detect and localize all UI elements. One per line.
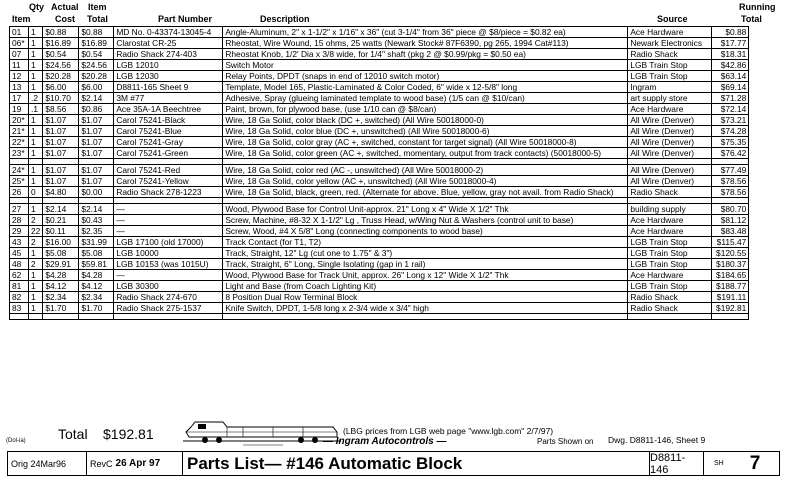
item-description: Paint, brown, for plywood base, (use 1/10 can @ $8/can) bbox=[223, 104, 628, 115]
running-total: $78.56 bbox=[712, 187, 749, 198]
item-cost: $2.34 bbox=[43, 292, 79, 303]
item-cost: $1.07 bbox=[43, 126, 79, 137]
part-number: LGB 12030 bbox=[114, 71, 223, 82]
item-source: All Wire (Denver) bbox=[628, 148, 712, 159]
revision-label: RevC bbox=[90, 458, 113, 469]
item-description: 8 Position Dual Row Terminal Block bbox=[223, 292, 628, 303]
item-qty: 1 bbox=[29, 165, 43, 176]
item-number: 43 bbox=[10, 237, 29, 248]
item-description: Rheostat Knob, 1/2' Dia x 3/8 wide, for 1/4" shaft (pkg 2 @ $0.99/pkg = $0.50 ea) bbox=[223, 49, 628, 60]
running-total: $18.31 bbox=[712, 49, 749, 60]
item-cost: $24.56 bbox=[43, 60, 79, 71]
item-number: 11 bbox=[10, 60, 29, 71]
item-source: All Wire (Denver) bbox=[628, 137, 712, 148]
drawing-number: D8811-146 bbox=[649, 452, 704, 475]
part-number: D8811-165 Sheet 9 bbox=[114, 82, 223, 93]
part-number: Clarostat CR-25 bbox=[114, 38, 223, 49]
item-total: $2.14 bbox=[79, 204, 114, 215]
sheet-cell bbox=[704, 452, 781, 475]
item-cost: $1.07 bbox=[43, 165, 79, 176]
item-description: Wire, 18 Ga Solid, color yellow (AC +, unswitched) (All Wire 50018000-4) bbox=[223, 176, 628, 187]
header-item-total: Total bbox=[87, 14, 108, 24]
item-qty: 2 bbox=[29, 237, 43, 248]
part-number: LGB 17100 (old 17000) bbox=[114, 237, 223, 248]
item-description: Wire, 18 Ga Solid, color red (AC -, unswitched) (All Wire 50018000-2) bbox=[223, 165, 628, 176]
empty-cell bbox=[79, 314, 114, 320]
item-number: 27 bbox=[10, 204, 29, 215]
header-running: Running bbox=[739, 2, 776, 12]
header-item-total-top: Item bbox=[88, 2, 107, 12]
running-total: $75.35 bbox=[712, 137, 749, 148]
item-total: $6.00 bbox=[79, 82, 114, 93]
item-total: $0.86 bbox=[79, 104, 114, 115]
item-number: 22* bbox=[10, 137, 29, 148]
item-total: $2.35 bbox=[79, 226, 114, 237]
item-cost: $16.00 bbox=[43, 237, 79, 248]
title-block bbox=[7, 451, 780, 476]
part-number: Carol 75241-Gray bbox=[114, 137, 223, 148]
running-total: $120.55 bbox=[712, 248, 749, 259]
item-cost: $20.28 bbox=[43, 71, 79, 82]
revision bbox=[87, 452, 183, 475]
part-number: LGB 30300 bbox=[114, 281, 223, 292]
table-row bbox=[10, 71, 749, 82]
document-title: Parts List— #146 Automatic Block bbox=[187, 453, 463, 473]
item-source: Ace Hardware bbox=[628, 104, 712, 115]
item-cost: $1.70 bbox=[43, 303, 79, 314]
item-cost: $2.14 bbox=[43, 204, 79, 215]
table-row bbox=[10, 137, 749, 148]
item-cost: $0.21 bbox=[43, 215, 79, 226]
table-row bbox=[10, 82, 749, 93]
part-number: Carol 75241-Green bbox=[114, 148, 223, 159]
header-item: Item bbox=[12, 14, 31, 24]
table-row bbox=[10, 104, 749, 115]
part-number: Radio Shack 274-403 bbox=[114, 49, 223, 60]
running-total: $73.21 bbox=[712, 115, 749, 126]
item-source: Ace Hardware bbox=[628, 270, 712, 281]
item-description: Light and Base (from Coach Lighting Kit) bbox=[223, 281, 628, 292]
item-source: LGB Train Stop bbox=[628, 248, 712, 259]
item-number: 29 bbox=[10, 226, 29, 237]
part-number: — bbox=[114, 270, 223, 281]
item-cost: $0.88 bbox=[43, 27, 79, 38]
item-number: 20* bbox=[10, 115, 29, 126]
header-qty: Qty bbox=[29, 2, 45, 12]
table-row bbox=[10, 237, 749, 248]
item-source: building supply bbox=[628, 204, 712, 215]
sheet-number: 7 bbox=[749, 452, 761, 474]
total-label: Total bbox=[58, 426, 88, 442]
running-total: $63.14 bbox=[712, 71, 749, 82]
locomotive-sketch-icon bbox=[183, 419, 341, 447]
item-description: Relay Points, DPDT (snaps in end of 12010 switch motor) bbox=[223, 71, 628, 82]
company-name: — Ingram Autocontrols — bbox=[323, 436, 447, 447]
item-cost: $6.00 bbox=[43, 82, 79, 93]
parts-table bbox=[9, 26, 749, 320]
part-number: 3M #77 bbox=[114, 93, 223, 104]
part-number: Carol 75241-Yellow bbox=[114, 176, 223, 187]
table-row bbox=[10, 148, 749, 159]
item-number: 17 bbox=[10, 93, 29, 104]
item-description: Track Contact (for T1, T2) bbox=[223, 237, 628, 248]
table-row bbox=[10, 93, 749, 104]
running-total: $42.86 bbox=[712, 60, 749, 71]
table-row bbox=[10, 270, 749, 281]
empty-cell bbox=[29, 314, 43, 320]
table-row bbox=[10, 187, 749, 198]
item-total: $4.12 bbox=[79, 281, 114, 292]
item-source: Radio Shack bbox=[628, 303, 712, 314]
item-description: Adhesive, Spray (glueing laminated template to wood base) (1/5 can @ $10/can) bbox=[223, 93, 628, 104]
item-source: Newark Electronics bbox=[628, 38, 712, 49]
header-cost: Cost bbox=[55, 14, 75, 24]
item-total: $0.54 bbox=[79, 49, 114, 60]
part-number: — bbox=[114, 226, 223, 237]
item-total: $5.08 bbox=[79, 248, 114, 259]
part-number: LGB 10000 bbox=[114, 248, 223, 259]
item-qty: .1 bbox=[29, 104, 43, 115]
item-qty: 1 bbox=[29, 137, 43, 148]
empty-cell bbox=[114, 314, 223, 320]
item-cost: $4.28 bbox=[43, 270, 79, 281]
item-description: Wire, 18 Ga Solid, black, green, red. (Alternate for above. Blue, yellow, gray not avail. from Radio Shack) bbox=[223, 187, 628, 198]
item-total: $16.89 bbox=[79, 38, 114, 49]
empty-cell bbox=[43, 314, 79, 320]
item-description: Knife Switch, DPDT, 1-5/8 long x 2-3/4 wide x 3/4" high bbox=[223, 303, 628, 314]
item-total: $4.28 bbox=[79, 270, 114, 281]
running-total: $81.12 bbox=[712, 215, 749, 226]
column-header bbox=[0, 0, 786, 26]
table-row bbox=[10, 204, 749, 215]
parts-shown-label: Parts Shown on bbox=[537, 437, 594, 446]
item-source: All Wire (Denver) bbox=[628, 176, 712, 187]
part-number: Radio Shack 274-670 bbox=[114, 292, 223, 303]
part-number: Carol 75241-Black bbox=[114, 115, 223, 126]
item-source: art supply store bbox=[628, 93, 712, 104]
part-number: Carol 75241-Red bbox=[114, 165, 223, 176]
running-total: $77.49 bbox=[712, 165, 749, 176]
item-qty: 1 bbox=[29, 38, 43, 49]
item-total: $1.07 bbox=[79, 148, 114, 159]
running-total: $78.56 bbox=[712, 176, 749, 187]
item-qty: 1 bbox=[29, 281, 43, 292]
item-number: 21* bbox=[10, 126, 29, 137]
item-qty: 1 bbox=[29, 71, 43, 82]
item-description: Angle-Aluminum, 2" x 1-1/2" x 1/16" x 36" (cut 3-1/4" from 36" piece @ $8/piece = $0.82 ea) bbox=[223, 27, 628, 38]
item-cost: $1.07 bbox=[43, 115, 79, 126]
table-row bbox=[10, 259, 749, 270]
item-total: $1.07 bbox=[79, 165, 114, 176]
header-running-total: Total bbox=[741, 14, 762, 24]
running-total: $191.11 bbox=[712, 292, 749, 303]
tag-text: (Dol-ia) bbox=[6, 438, 26, 444]
item-cost: $1.07 bbox=[43, 148, 79, 159]
header-source: Source bbox=[657, 14, 688, 24]
running-total: $188.77 bbox=[712, 281, 749, 292]
item-number: 45 bbox=[10, 248, 29, 259]
item-total: $0.43 bbox=[79, 215, 114, 226]
item-number: 01 bbox=[10, 27, 29, 38]
running-total: $76.42 bbox=[712, 148, 749, 159]
item-total: $20.28 bbox=[79, 71, 114, 82]
header-part-number: Part Number bbox=[158, 14, 213, 24]
table-row bbox=[10, 226, 749, 237]
running-total: $74.28 bbox=[712, 126, 749, 137]
part-number: — bbox=[114, 204, 223, 215]
item-source: Radio Shack bbox=[628, 292, 712, 303]
item-qty: 1 bbox=[29, 303, 43, 314]
item-cost: $1.07 bbox=[43, 176, 79, 187]
item-number: 07 bbox=[10, 49, 29, 60]
running-total: $192.81 bbox=[712, 303, 749, 314]
item-cost: $8.56 bbox=[43, 104, 79, 115]
item-description: Switch Motor bbox=[223, 60, 628, 71]
item-qty: 1 bbox=[29, 148, 43, 159]
item-description: Track, Straight, 6" Long, Single Isolating (gap in 1 rail) bbox=[223, 259, 628, 270]
part-number: LGB 10153 (was 1015U) bbox=[114, 259, 223, 270]
running-total: $115.47 bbox=[712, 237, 749, 248]
item-description: Wood, Plywood Base for Track Unit, approx. 26" Long x 12" Wide X 1/2" Thk bbox=[223, 270, 628, 281]
header-description: Description bbox=[260, 14, 310, 24]
item-source: Ace Hardware bbox=[628, 226, 712, 237]
running-total: $83.48 bbox=[712, 226, 749, 237]
item-source: LGB Train Stop bbox=[628, 71, 712, 82]
item-total: $59.81 bbox=[79, 259, 114, 270]
part-number: Carol 75241-Blue bbox=[114, 126, 223, 137]
table-row bbox=[10, 215, 749, 226]
item-total: $1.70 bbox=[79, 303, 114, 314]
running-total: $0.88 bbox=[712, 27, 749, 38]
revision-date: 26 Apr 97 bbox=[115, 458, 161, 469]
table-row bbox=[10, 60, 749, 71]
item-description: Wire, 18 Ga Solid, color blue (DC +, unswitched) (All Wire 50018000-6) bbox=[223, 126, 628, 137]
part-number: Radio Shack 278-1223 bbox=[114, 187, 223, 198]
item-cost: $16.89 bbox=[43, 38, 79, 49]
empty-cell bbox=[628, 314, 712, 320]
total-value: $192.81 bbox=[103, 426, 154, 442]
item-qty: 2 bbox=[29, 215, 43, 226]
item-source: Ace Hardware bbox=[628, 215, 712, 226]
item-qty: 2 bbox=[29, 259, 43, 270]
item-source: Radio Shack bbox=[628, 187, 712, 198]
item-source: LGB Train Stop bbox=[628, 237, 712, 248]
orig-date: Orig 24Mar96 bbox=[8, 452, 87, 475]
item-qty: 1 bbox=[29, 176, 43, 187]
table-row bbox=[10, 115, 749, 126]
item-number: 83 bbox=[10, 303, 29, 314]
running-total: $184.65 bbox=[712, 270, 749, 281]
item-qty: 1 bbox=[29, 27, 43, 38]
part-number: — bbox=[114, 215, 223, 226]
item-cost: $4.80 bbox=[43, 187, 79, 198]
running-total: $69.14 bbox=[712, 82, 749, 93]
item-total: $1.07 bbox=[79, 126, 114, 137]
table-row bbox=[10, 303, 749, 314]
item-source: All Wire (Denver) bbox=[628, 126, 712, 137]
item-cost: $29.91 bbox=[43, 259, 79, 270]
item-total: $2.34 bbox=[79, 292, 114, 303]
item-number: 13 bbox=[10, 82, 29, 93]
table-row bbox=[10, 176, 749, 187]
item-cost: $10.70 bbox=[43, 93, 79, 104]
part-number: Ace 35A-1A Beechtree bbox=[114, 104, 223, 115]
item-description: Wire, 18 Ga Solid, color black (DC +, switched) (All Wire 50018000-0) bbox=[223, 115, 628, 126]
item-total: $24.56 bbox=[79, 60, 114, 71]
item-source: Ingram bbox=[628, 82, 712, 93]
item-cost: $1.07 bbox=[43, 137, 79, 148]
lgb-price-note: (LBG prices from LGB web page "www.lgb.com" 2/7/97) bbox=[343, 426, 554, 436]
item-description: Rheostat, Wire Wound, 15 ohms, 25 watts (Newark Stock# 87F6390, pg 265, 1994 Cat#113) bbox=[223, 38, 628, 49]
item-description: Template, Model 165, Plastic-Laminated & Color Coded, 6" wide x 12-5/8" long bbox=[223, 82, 628, 93]
running-total: $17.77 bbox=[712, 38, 749, 49]
item-number: 06* bbox=[10, 38, 29, 49]
item-qty: 1 bbox=[29, 49, 43, 60]
item-total: $0.88 bbox=[79, 27, 114, 38]
item-total: $1.07 bbox=[79, 115, 114, 126]
item-total: $2.14 bbox=[79, 93, 114, 104]
item-source: LGB Train Stop bbox=[628, 281, 712, 292]
running-total: $71.28 bbox=[712, 93, 749, 104]
item-total: $1.07 bbox=[79, 137, 114, 148]
item-description: Wood, Plywood Base for Control Unit-approx. 21" Long x 4" Wide X 1/2" Thk bbox=[223, 204, 628, 215]
item-qty: 22 bbox=[29, 226, 43, 237]
item-source: Radio Shack bbox=[628, 49, 712, 60]
part-number: MD No. 0-43374-13045-4 bbox=[114, 27, 223, 38]
item-qty: 1 bbox=[29, 60, 43, 71]
empty-cell bbox=[223, 314, 628, 320]
item-qty: 1 bbox=[29, 126, 43, 137]
item-number: 25* bbox=[10, 176, 29, 187]
item-source: All Wire (Denver) bbox=[628, 115, 712, 126]
item-number: 26 bbox=[10, 187, 29, 198]
item-qty: 1 bbox=[29, 82, 43, 93]
item-qty: .2 bbox=[29, 93, 43, 104]
item-number: 19 bbox=[10, 104, 29, 115]
item-number: 48 bbox=[10, 259, 29, 270]
item-cost: $4.12 bbox=[43, 281, 79, 292]
item-source: LGB Train Stop bbox=[628, 259, 712, 270]
item-source: LGB Train Stop bbox=[628, 60, 712, 71]
item-total: $31.99 bbox=[79, 237, 114, 248]
running-total: $180.37 bbox=[712, 259, 749, 270]
item-number: 82 bbox=[10, 292, 29, 303]
table-row bbox=[10, 49, 749, 60]
item-source: All Wire (Denver) bbox=[628, 165, 712, 176]
item-number: 23* bbox=[10, 148, 29, 159]
table-row bbox=[10, 248, 749, 259]
item-total: $0.00 bbox=[79, 187, 114, 198]
empty-cell bbox=[10, 314, 29, 320]
running-total: $72.14 bbox=[712, 104, 749, 115]
item-number: 24* bbox=[10, 165, 29, 176]
item-description: Screw, Machine, #8-32 X 1-1/2" Lg , Truss Head, w/Wing Nut & Washers (control unit to base) bbox=[223, 215, 628, 226]
sheet-label: SH bbox=[714, 460, 724, 467]
table-row bbox=[10, 27, 749, 38]
item-qty: 1 bbox=[29, 292, 43, 303]
drawing-reference: Dwg. D8811-146, Sheet 9 bbox=[608, 435, 706, 445]
item-qty: 0 bbox=[29, 187, 43, 198]
table-row bbox=[10, 281, 749, 292]
item-description: Wire, 18 Ga Solid, color gray (AC +, switched, constant for target signal) (All Wire 50018000-8) bbox=[223, 137, 628, 148]
item-cost: $0.54 bbox=[43, 49, 79, 60]
table-row bbox=[10, 165, 749, 176]
table-row bbox=[10, 292, 749, 303]
item-number: 28 bbox=[10, 215, 29, 226]
table-row bbox=[10, 126, 749, 137]
empty-cell bbox=[712, 314, 749, 320]
item-description: Screw, Wood, #4 X 5/8" Long (connecting components to wood base) bbox=[223, 226, 628, 237]
header-actual: Actual bbox=[51, 2, 79, 12]
item-number: 62 bbox=[10, 270, 29, 281]
item-qty: 1 bbox=[29, 204, 43, 215]
item-qty: 1 bbox=[29, 115, 43, 126]
item-description: Track, Straight, 12" Lg (cut one to 1.75" & 3") bbox=[223, 248, 628, 259]
part-number: LGB 12010 bbox=[114, 60, 223, 71]
item-cost: $0.11 bbox=[43, 226, 79, 237]
table-gap-row bbox=[10, 314, 749, 320]
running-total: $80.70 bbox=[712, 204, 749, 215]
item-qty: 1 bbox=[29, 270, 43, 281]
item-total: $1.07 bbox=[79, 176, 114, 187]
item-number: 12 bbox=[10, 71, 29, 82]
table-row bbox=[10, 38, 749, 49]
part-number: Radio Shack 275-1537 bbox=[114, 303, 223, 314]
item-description: Wire, 18 Ga Solid, color green (AC +, switched, momentary, output from track contacts) (50018000-5) bbox=[223, 148, 628, 159]
item-qty: 1 bbox=[29, 248, 43, 259]
item-number: 81 bbox=[10, 281, 29, 292]
item-source: Ace Hardware bbox=[628, 27, 712, 38]
item-cost: $5.08 bbox=[43, 248, 79, 259]
